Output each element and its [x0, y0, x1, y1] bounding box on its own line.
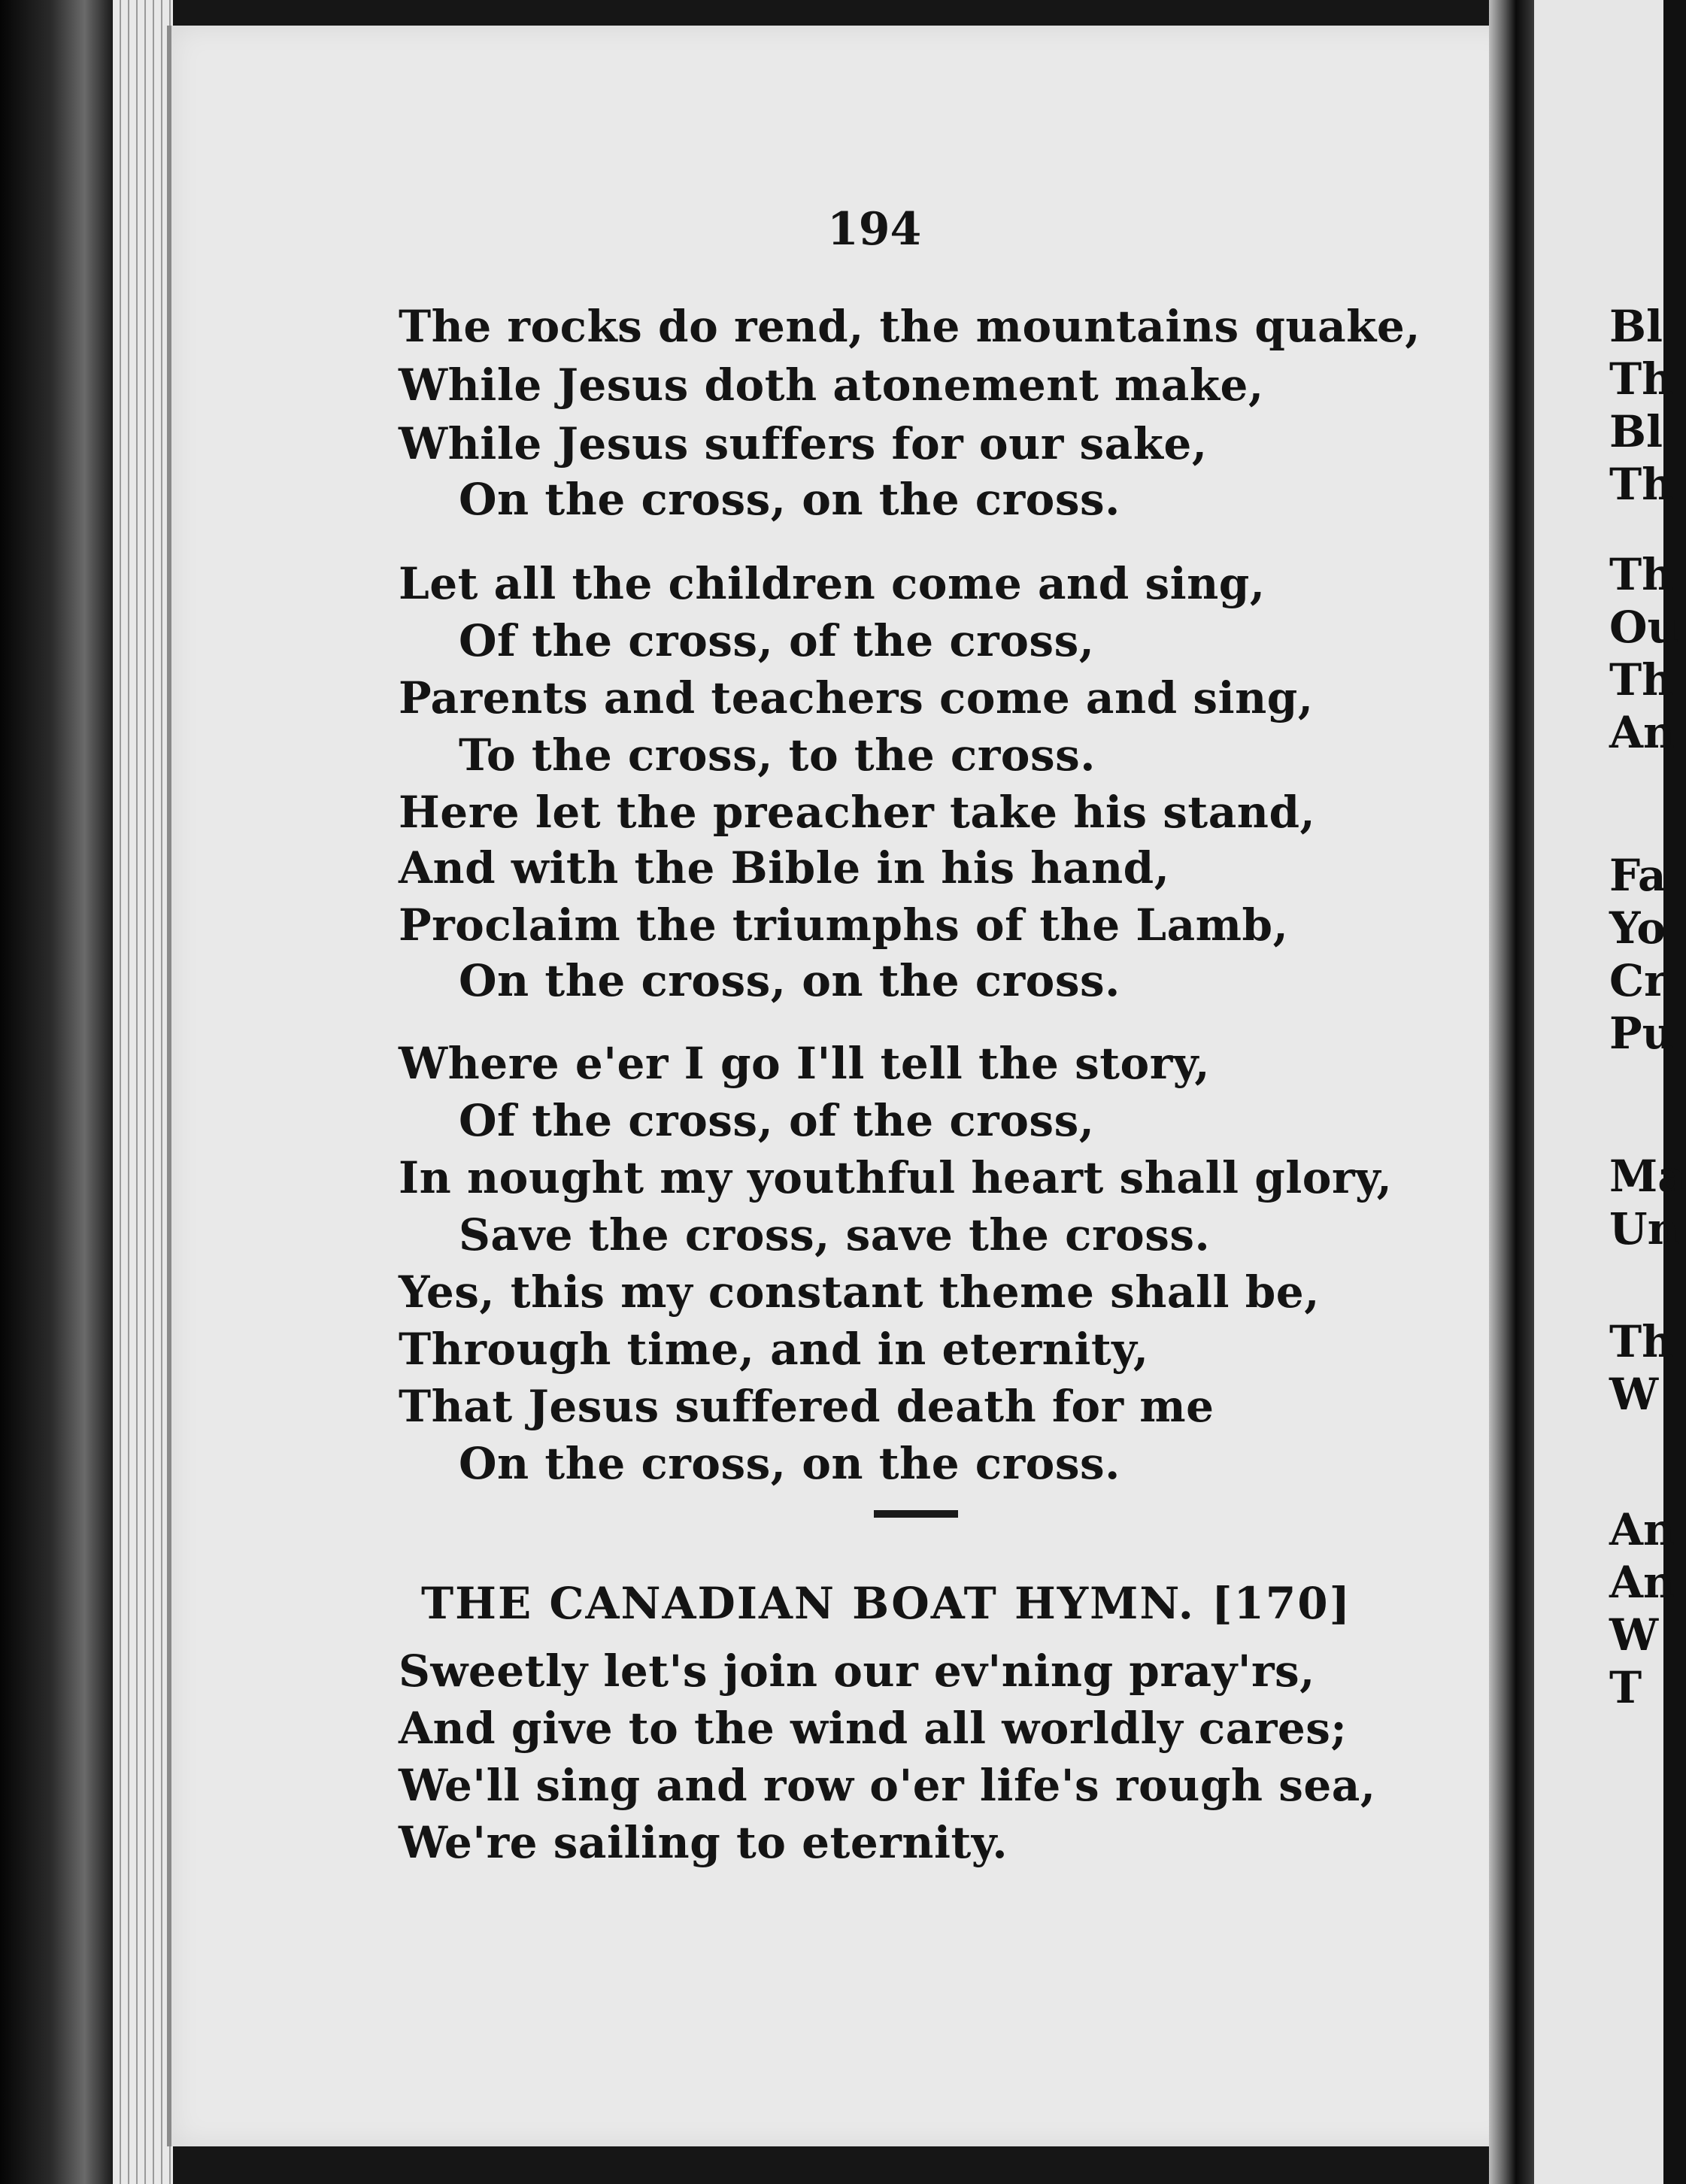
right-page-fragment: Pu	[1609, 1008, 1674, 1059]
verse-line: Let all the children come and sing,	[399, 558, 1266, 609]
verse-line: The rocks do rend, the mountains quake,	[399, 301, 1421, 352]
hymn-line: We're sailing to eternity.	[399, 1817, 1008, 1868]
verse-line: Of the cross, of the cross,	[459, 1095, 1095, 1146]
verse-line: While Jesus suffers for our sake,	[399, 418, 1208, 469]
verse-line: In nought my youthful heart shall glory,	[399, 1152, 1393, 1203]
verse-line: And with the Bible in his hand,	[399, 842, 1170, 893]
verse-line: Proclaim the triumphs of the Lamb,	[399, 899, 1289, 951]
hymn-number: [170]	[1211, 1578, 1352, 1629]
hymn-heading	[421, 1578, 1351, 1629]
verse-line: Through time, and in eternity,	[399, 1324, 1149, 1375]
right-page-fragment: An	[1609, 707, 1675, 758]
right-page-fragment: Ou	[1609, 602, 1679, 653]
right-page-fragment: Cr	[1609, 955, 1667, 1006]
hymn-line: And give to the wind all worldly cares;	[399, 1703, 1348, 1754]
verse-line: Of the cross, of the cross,	[459, 615, 1095, 666]
right-page-fragment: Th	[1609, 353, 1674, 405]
verse-line: To the cross, to the cross.	[459, 730, 1096, 781]
verse-line: Yes, this my constant theme shall be,	[399, 1266, 1320, 1318]
section-divider	[874, 1510, 958, 1518]
verse-line: On the cross, on the cross.	[459, 1438, 1120, 1489]
right-page-fragment: W	[1609, 1609, 1659, 1661]
right-page-fragment: Yo	[1609, 902, 1666, 954]
page-edges	[113, 0, 173, 2184]
right-page-fragment: Un	[1609, 1203, 1679, 1254]
verse-line: Save the cross, save the cross.	[459, 1209, 1211, 1260]
right-page-fragment: Th	[1609, 549, 1674, 600]
verse-line: On the cross, on the cross.	[459, 955, 1120, 1006]
right-page-fragment: Th	[1609, 654, 1674, 705]
right-page-edge	[1534, 0, 1686, 2184]
right-page-fragment: Th	[1609, 459, 1674, 510]
hymn-line: Sweetly let's join our ev'ning pray'rs,	[399, 1646, 1315, 1697]
right-page-fragment: Bl	[1609, 406, 1663, 457]
verse-line: Where e'er I go I'll tell the story,	[399, 1038, 1211, 1089]
right-page-fragment: Th	[1609, 1316, 1674, 1367]
right-page-fragment: W	[1609, 1369, 1659, 1420]
right-page-fragment: Fa	[1609, 850, 1666, 901]
verse-line: While Jesus doth atonement make,	[399, 359, 1264, 411]
page-number: 194	[827, 203, 922, 256]
verse-line: On the cross, on the cross.	[459, 474, 1120, 525]
right-page-fragment: Ma	[1609, 1151, 1686, 1202]
right-page-fragment: Bl	[1609, 301, 1663, 352]
right-page-fragment: An	[1609, 1557, 1675, 1608]
right-page-fragment: T	[1609, 1662, 1642, 1713]
book-binding	[0, 0, 113, 2184]
right-page-fragment: An	[1609, 1504, 1675, 1555]
verse-line: Here let the preacher take his stand,	[399, 787, 1316, 838]
hymn-title: THE CANADIAN BOAT HYMN.	[421, 1578, 1195, 1629]
verse-line: Parents and teachers come and sing,	[399, 672, 1314, 723]
hymn-line: We'll sing and row o'er life's rough sea,	[399, 1760, 1376, 1811]
verse-line: That Jesus suffered death for me	[399, 1381, 1214, 1432]
page-gutter	[1489, 0, 1534, 2184]
